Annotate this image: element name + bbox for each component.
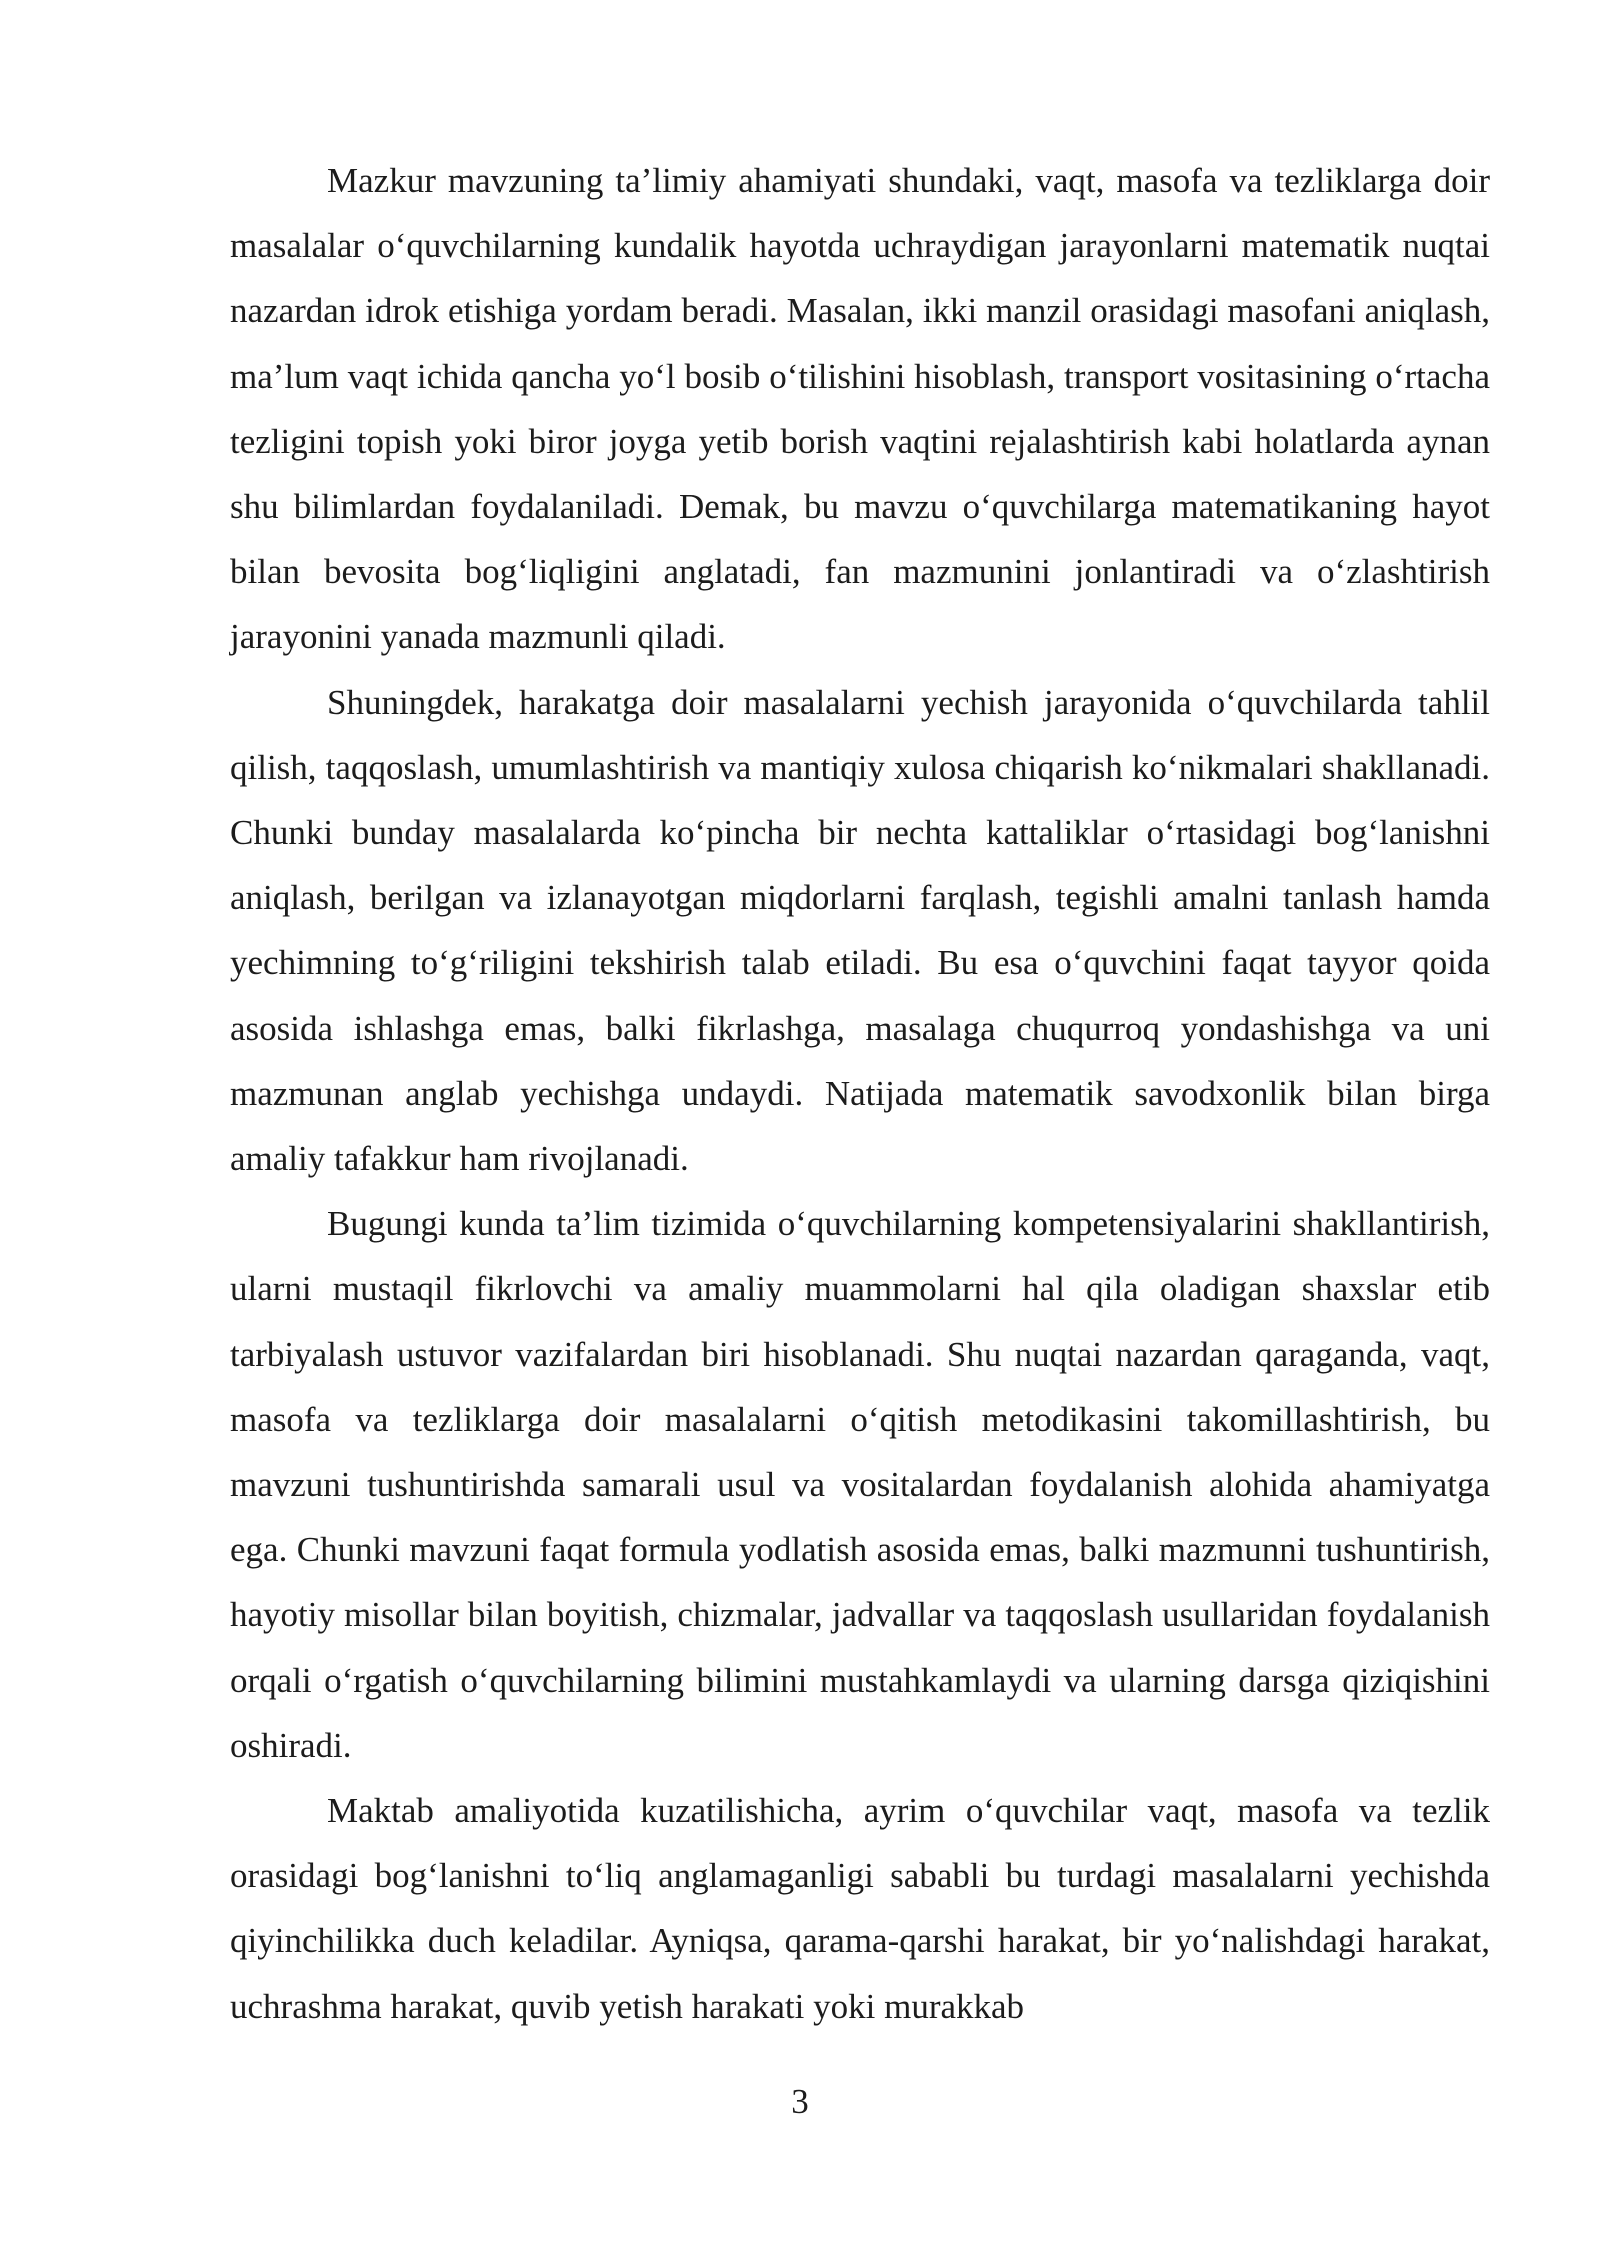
paragraph-3: Bugungi kunda ta’lim tizimida o‘quvchilarning kompetensiyalarini shakllantirish, ularni mustaqil fikrlovchi va amaliy muammolarni hal qila oladigan shaxslar etib tarbiyalash ustuvor vazifalardan biri hisoblanadi. Shu nuqtai nazardan qaraganda, vaqt, masofa va tezliklarga doir masalalarni o‘qitish metodikasini takomillashtirish, bu mavzuni tushuntirishda samarali usul va vositalardan foydalanish alohida ahamiyatga ega. Chunki mavzuni faqat formula yodlatish asosida emas, balki mazmunni tushuntirish, hayotiy misollar bilan boyitish, chizmalar, jadvallar va taqqoslash usullaridan foydalanish orqali o‘rgatish o‘quvchilarning bilimini mustahkamlaydi va ularning darsga qiziqishini oshiradi. — [230, 1204, 1490, 1765]
paragraph-2: Shuningdek, harakatga doir masalalarni yechish jarayonida o‘quvchilarda tahlil qilish, taqqoslash, umumlashtirish va mantiqiy xulosa chiqarish ko‘nikmalari shakllanadi. Chunki bunday masalalarda ko‘pincha bir nechta kattaliklar o‘rtasidagi bog‘lanishni aniqlash, berilgan va izlanayotgan miqdorlarni farqlash, tegishli amalni tanlash hamda yechimning to‘g‘riligini tekshirish talab etiladi. Bu esa o‘quvchini faqat tayyor qoida asosida ishlashga emas, balki fikrlashga, masalaga chuqurroq yondashishga va uni mazmunan anglab yechishga undaydi. Natijada matematik savodxonlik bilan birga amaliy tafakkur ham rivojlanadi. — [230, 682, 1490, 1179]
paragraph-4: Maktab amaliyotida kuzatilishicha, ayrim o‘quvchilar vaqt, masofa va tezlik orasidagi bog‘lanishni to‘liq anglamaganligi sababli bu turdagi masalalarni yechishda qiyinchilikka duch keladilar. Ayniqsa, qarama-qarshi harakat, bir yo‘nalishdagi harakat, uchrashma harakat, quvib yetish harakati yoki murakkab — [230, 1791, 1490, 2026]
document-body — [230, 148, 1490, 2039]
page-number: 3 — [791, 2082, 809, 2121]
paragraph-1: Mazkur mavzuning ta’limiy ahamiyati shundaki, vaqt, masofa va tezliklarga doir masalalar o‘quvchilarning kundalik hayotda uchraydigan jarayonlarni matematik nuqtai nazardan idrok etishiga yordam beradi. Masalan, ikki manzil orasidagi masofani aniqlash, ma’lum vaqt ichida qancha yo‘l bosib o‘tilishini hisoblash, transport vositasining o‘rtacha tezligini topish yoki biror joyga yetib borish vaqtini rejalashtirish kabi holatlarda aynan shu bilimlardan foydalaniladi. Demak, bu mavzu o‘quvchilarga matematikaning hayot bilan bevosita bog‘liqligini anglatadi, fan mazmunini jonlantiradi va o‘zlashtirish jarayonini yanada mazmunli qiladi. — [230, 161, 1490, 657]
